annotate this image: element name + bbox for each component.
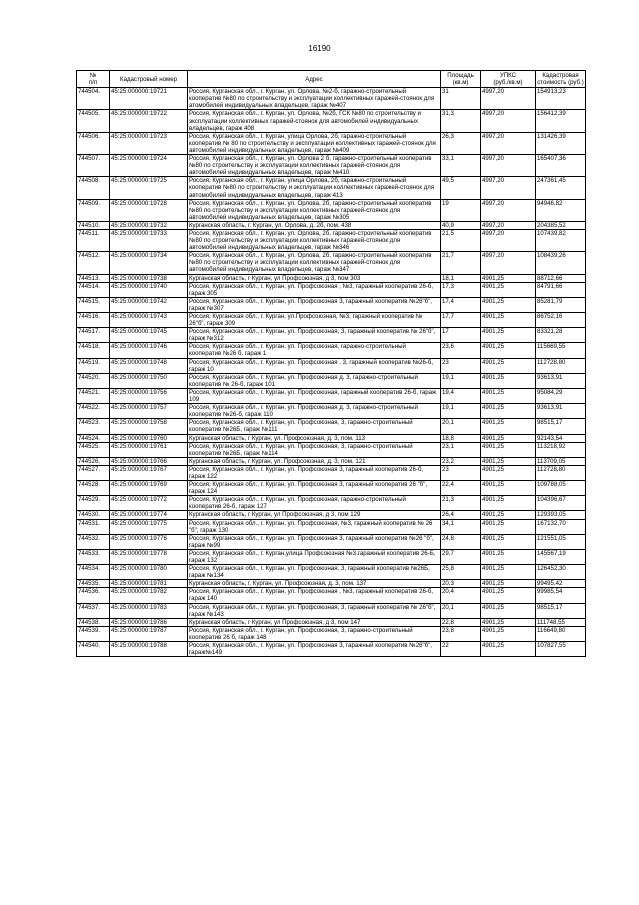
cadastral-cost-cell: 112728,80 [536, 465, 586, 480]
upks-cell: 4901,25 [481, 419, 536, 434]
row-number-cell: 744533. [77, 549, 110, 564]
cadastral-cost-cell: 109788,05 [536, 481, 586, 496]
table-row [77, 496, 586, 511]
area-cell: 26,4 [441, 511, 481, 519]
address-cell: Россия, Курганская обл., г. Курган, ул. Профсоюзная, 3, гаражный кооператив №26Б, гараж №134 [188, 565, 441, 580]
area-cell: 19 [441, 199, 481, 221]
cadastral-number-cell: 45:25:000000:19740 [110, 282, 188, 297]
area-cell: 17,4 [441, 297, 481, 312]
upks-cell: 4901,25 [481, 388, 536, 403]
area-cell: 23,1 [441, 442, 481, 457]
area-cell: 34,1 [441, 519, 481, 534]
cadastral-cost-cell: 129393,05 [536, 511, 586, 519]
table-row [77, 297, 586, 312]
row-number-cell: 744532. [77, 534, 110, 549]
cadastral-number-cell: 45:25:000000:19774 [110, 511, 188, 519]
address-cell: Россия, Курганская обл., г. Курган, ул. Профсоюзная, гаражный кооператив 26-б, гараж 109 [188, 388, 441, 403]
table-row [77, 132, 586, 154]
area-cell: 17,3 [441, 282, 481, 297]
upks-cell: 4901,25 [481, 626, 536, 641]
area-cell: 23,8 [441, 626, 481, 641]
cadastral-cost-cell: 95084,29 [536, 388, 586, 403]
cadastral-cost-cell: 83321,28 [536, 328, 586, 343]
address-cell: Россия, Курганская обл., г. Курган, ул. Профсоюзная, 3, гаражно-строительный кооператив №26Б, гараж №114 [188, 442, 441, 457]
cadastral-cost-cell: 107439,82 [536, 229, 586, 251]
row-number-cell: 744513. [77, 274, 110, 282]
row-number-cell: 744519. [77, 358, 110, 373]
upks-cell: 4901,25 [481, 588, 536, 603]
address-cell: Россия, Курганская обл., г. Курган, ул. Орлова, №2б, ГСК №80 по строительству и эксплуатации коллективных гаражей-стоянок для автомобилей индивидуальных владельцев, гараж 408 [188, 110, 441, 132]
cadastral-table [76, 70, 586, 657]
address-cell: Россия, Курганская обл., г. Курган, ул.Профсоюзная, №3, гаражный кооператив № 26"б", гараж 309 [188, 313, 441, 328]
address-cell: Курганская область, г Курган, ул. Профсоюзная, д. 3, пом. 113 [188, 434, 441, 442]
area-cell: 22,8 [441, 618, 481, 626]
table-row [77, 434, 586, 442]
cadastral-number-cell: 45:25:000000:19776 [110, 534, 188, 549]
table-row [77, 343, 586, 358]
cadastral-number-cell: 45:25:000000:19769 [110, 481, 188, 496]
cadastral-number-cell: 45:25:000000:19745 [110, 328, 188, 343]
address-cell: Россия, Курганская обл., г. Курган, ул. Профсоюзная, 3, гаражный кооператив № 26"б", гараж №143 [188, 603, 441, 618]
cadastral-number-cell: 45:25:000000:19758 [110, 419, 188, 434]
table-row [77, 404, 586, 419]
table-row [77, 549, 586, 564]
upks-cell: 4901,25 [481, 481, 536, 496]
address-cell: Россия, Курганская обл., г. Курган, ул. Орлова, 2б, гаражно-строительный кооператив №80 по строительству и эксплуатации коллективных гаражей-стоянок для автомобилей индивидуальных владельцев, гараж №347 [188, 252, 441, 274]
cadastral-number-cell: 45:25:000000:19743 [110, 313, 188, 328]
row-number-cell: 744507. [77, 155, 110, 177]
upks-cell: 4901,25 [481, 297, 536, 312]
table-row [77, 442, 586, 457]
area-cell: 19,1 [441, 404, 481, 419]
table-row [77, 199, 586, 221]
header-upks: УПКС (руб./кв.м) [481, 71, 536, 88]
row-number-cell: 744510. [77, 221, 110, 229]
cadastral-cost-cell: 104396,67 [536, 496, 586, 511]
row-number-cell: 744537. [77, 603, 110, 618]
cadastral-number-cell: 45:25:000000:19786 [110, 618, 188, 626]
cadastral-number-cell: 45:25:000000:19766 [110, 457, 188, 465]
row-number-cell: 744522. [77, 404, 110, 419]
area-cell: 23 [441, 358, 481, 373]
area-cell: 26,3 [441, 132, 481, 154]
cadastral-cost-cell: 154913,23 [536, 88, 586, 110]
row-number-cell: 744523. [77, 419, 110, 434]
row-number-cell: 744531. [77, 519, 110, 534]
address-cell: Россия, Курганская обл., г. Курган, ул. Орлова, 2б, гаражно-строительный кооператив №80 по строительству и эксплуатации коллективных гаражей-стоянок для автомобилей индивидуальных владельцев, гараж №305 [188, 199, 441, 221]
area-cell: 23,6 [441, 343, 481, 358]
cadastral-cost-cell: 98515,17 [536, 603, 586, 618]
upks-cell: 4901,25 [481, 282, 536, 297]
cadastral-number-cell: 45:25:000000:19783 [110, 603, 188, 618]
upks-cell: 4901,25 [481, 457, 536, 465]
row-number-cell: 744504. [77, 88, 110, 110]
header-address: Адрес [188, 71, 441, 88]
cadastral-number-cell: 45:25:000000:19788 [110, 642, 188, 657]
upks-cell: 4901,25 [481, 534, 536, 549]
upks-cell: 4997,20 [481, 110, 536, 132]
address-cell: Курганская область, г Курган, ул Профсоюзная, д 3, пом 129 [188, 511, 441, 519]
row-number-cell: 744514. [77, 282, 110, 297]
row-number-cell: 744529. [77, 496, 110, 511]
address-cell: Россия, Курганская обл., г. Курган, ул. Профсоюзная 3, гаражный кооператив №26"б", гараж№149 [188, 642, 441, 657]
table-row [77, 221, 586, 229]
table-row [77, 373, 586, 388]
cadastral-cost-cell: 111748,55 [536, 618, 586, 626]
cadastral-number-cell: 45:25:000000:19757 [110, 404, 188, 419]
upks-cell: 4997,20 [481, 88, 536, 110]
header-cadastral-number: Кадастровый номер [110, 71, 188, 88]
address-cell: Россия, Курганская обл., г. Курган, ул. Профсоюзная, 3, гаражно-строительный кооператив №26Б, гараж №111 [188, 419, 441, 434]
address-cell: Россия, Курганская обл., г. Курган, ул. Профсоюзная 3, гаражный кооператив 26-б, гараж 122 [188, 465, 441, 480]
table-row [77, 419, 586, 434]
cadastral-cost-cell: 121551,05 [536, 534, 586, 549]
address-cell: Россия, Курганская обл., г. Курган, ул. Профсоюзная 3, гаражный кооператив №26 "б", гараж №99 [188, 534, 441, 549]
cadastral-cost-cell: 92143,54 [536, 434, 586, 442]
row-number-cell: 744528. [77, 481, 110, 496]
area-cell: 40,9 [441, 221, 481, 229]
table-row [77, 229, 586, 251]
address-cell: Курганская область, г Курган, ул. Профсоюзная, д. 3, пом. 121 [188, 457, 441, 465]
area-cell: 19,1 [441, 373, 481, 388]
table-row [77, 519, 586, 534]
address-cell: Россия, Курганская обл., г. Курган, ул. Профсоюзная, гаражно-строительный кооператив 26-б, гараж 127 [188, 496, 441, 511]
cadastral-number-cell: 45:25:000000:19780 [110, 565, 188, 580]
area-cell: 31,3 [441, 110, 481, 132]
address-cell: Россия, Курганская обл., г. Курган, ул. Профсоюзная , 3, гаражный кооператив №26-б, гараж 10 [188, 358, 441, 373]
cadastral-cost-cell: 88712,66 [536, 274, 586, 282]
upks-cell: 4997,20 [481, 177, 536, 199]
page-number: 16190 [308, 44, 331, 53]
cadastral-cost-cell: 156412,39 [536, 110, 586, 132]
cadastral-number-cell: 45:25:000000:19722 [110, 110, 188, 132]
upks-cell: 4901,25 [481, 618, 536, 626]
cadastral-cost-cell: 167132,70 [536, 519, 586, 534]
upks-cell: 4901,25 [481, 565, 536, 580]
cadastral-number-cell: 45:25:000000:19724 [110, 155, 188, 177]
header-cost: Кадастровая стоимость (руб.) [537, 72, 584, 87]
area-cell: 17 [441, 328, 481, 343]
upks-cell: 4997,20 [481, 221, 536, 229]
row-number-cell: 744539. [77, 626, 110, 641]
cadastral-cost-cell: 93613,91 [536, 373, 586, 388]
row-number-cell: 744536. [77, 588, 110, 603]
address-cell: Россия, Курганская обл., г. Курган, ул. Профсоюзная , №3, гаражный кооператив 26-б, гараж 140 [188, 588, 441, 603]
area-cell: 20,4 [441, 588, 481, 603]
row-number-cell: 744540. [77, 642, 110, 657]
cadastral-number-cell: 45:25:000000:19746 [110, 343, 188, 358]
cadastral-number-cell: 45:25:000000:19782 [110, 588, 188, 603]
row-number-cell: 744515. [77, 297, 110, 312]
cadastral-number-cell: 45:25:000000:19733 [110, 229, 188, 251]
table-row [77, 358, 586, 373]
cadastral-number-cell: 45:25:000000:19787 [110, 626, 188, 641]
row-number-cell: 744527. [77, 465, 110, 480]
row-number-cell: 744517. [77, 328, 110, 343]
address-cell: Россия, Курганская обл., г. Курган, ул. Профсоюзная, гаражно-строительный кооператив №26 б, гараж 1 [188, 343, 441, 358]
address-cell: Россия, Курганская обл., г. Курган, ул. Профсоюзная д. 3, гаражно-строительный кооператив № 26-б, гараж 101 [188, 373, 441, 388]
table-row [77, 252, 586, 274]
row-number-cell: 744526. [77, 457, 110, 465]
cadastral-number-cell: 45:25:000000:19760 [110, 434, 188, 442]
cadastral-number-cell: 45:25:000000:19748 [110, 358, 188, 373]
address-cell: Россия, Курганская обл., г. Курган, ул. Орлова, 2б, гаражно-строительный кооператив №80 по строительству и эксплуатации коллективных гаражей-стоянок для автомобилей индивидуальных владельцев, гараж №346 [188, 229, 441, 251]
table-row [77, 388, 586, 403]
table-row [77, 155, 586, 177]
area-cell: 21,3 [441, 496, 481, 511]
upks-cell: 4997,20 [481, 229, 536, 251]
cadastral-cost-cell: 98515,17 [536, 419, 586, 434]
upks-cell: 4901,25 [481, 313, 536, 328]
upks-cell: 4901,25 [481, 442, 536, 457]
cadastral-number-cell: 45:25:000000:19738 [110, 274, 188, 282]
area-cell: 20,1 [441, 603, 481, 618]
row-number-cell: 744530. [77, 511, 110, 519]
table-body [77, 88, 586, 657]
cadastral-cost-cell: 145567,19 [536, 549, 586, 564]
upks-cell: 4901,25 [481, 549, 536, 564]
cadastral-number-cell: 45:25:000000:19723 [110, 132, 188, 154]
upks-cell: 4901,25 [481, 519, 536, 534]
row-number-cell: 744525. [77, 442, 110, 457]
upks-cell: 4901,25 [481, 404, 536, 419]
cadastral-number-cell: 45:25:000000:19772 [110, 496, 188, 511]
address-cell: Россия, Курганская обл., г. Курган, улица Орлова, 2б, гаражно-строительный кооператив № 80 по строительству и эксплуатации коллективных гаражей-стоянок для автомобилей индивидуальных владельцев, гараж №409 [188, 132, 441, 154]
row-number-cell: 744509. [77, 199, 110, 221]
upks-cell: 4997,20 [481, 199, 536, 221]
cadastral-cost-cell: 107827,55 [536, 642, 586, 657]
address-cell: Россия, Курганская обл., г. Курган, ул. Профсоюзная , №3, гаражный кооператив 26-б, гараж 305 [188, 282, 441, 297]
table-row [77, 580, 586, 588]
row-number-cell: 744538. [77, 618, 110, 626]
cadastral-cost-cell: 112728,80 [536, 358, 586, 373]
area-cell: 18,8 [441, 434, 481, 442]
row-number-cell: 744521. [77, 388, 110, 403]
table-row [77, 603, 586, 618]
row-number-cell: 744520. [77, 373, 110, 388]
table-row [77, 313, 586, 328]
upks-cell: 4901,25 [481, 603, 536, 618]
area-cell: 31 [441, 88, 481, 110]
table-header [77, 71, 586, 88]
cadastral-cost-cell: 108439,26 [536, 252, 586, 274]
cadastral-cost-cell: 126452,30 [536, 565, 586, 580]
upks-cell: 4901,25 [481, 511, 536, 519]
cadastral-number-cell: 45:25:000000:19721 [110, 88, 188, 110]
table-row [77, 177, 586, 199]
cadastral-number-cell: 45:25:000000:19734 [110, 252, 188, 274]
area-cell: 24,8 [441, 534, 481, 549]
table-row [77, 565, 586, 580]
area-cell: 19,4 [441, 388, 481, 403]
header-num: № п/п [77, 71, 110, 88]
upks-cell: 4901,25 [481, 358, 536, 373]
area-cell: 20,1 [441, 419, 481, 434]
upks-cell: 4997,20 [481, 132, 536, 154]
upks-cell: 4901,25 [481, 328, 536, 343]
table-row [77, 481, 586, 496]
area-cell: 22,4 [441, 481, 481, 496]
cadastral-number-cell: 45:25:000000:19732 [110, 221, 188, 229]
cadastral-number-cell: 45:25:000000:19725 [110, 177, 188, 199]
upks-cell: 4997,20 [481, 155, 536, 177]
cadastral-cost-cell: 165407,36 [536, 155, 586, 177]
area-cell: 21,5 [441, 229, 481, 251]
upks-cell: 4901,25 [481, 465, 536, 480]
cadastral-cost-cell: 115669,55 [536, 343, 586, 358]
cadastral-number-cell: 45:25:000000:19775 [110, 519, 188, 534]
area-cell: 25,8 [441, 565, 481, 580]
cadastral-cost-cell: 131426,39 [536, 132, 586, 154]
cadastral-cost-cell: 113218,92 [536, 442, 586, 457]
cadastral-number-cell: 45:25:000000:19742 [110, 297, 188, 312]
row-number-cell: 744505. [77, 110, 110, 132]
area-cell: 20,3 [441, 580, 481, 588]
cadastral-number-cell: 45:25:000000:19761 [110, 442, 188, 457]
cadastral-number-cell: 45:25:000000:19781 [110, 580, 188, 588]
address-cell: Курганская область, г. Курган, ул. Профсоюзная, д. 3, пом. 137 [188, 580, 441, 588]
address-cell: Россия, Курганская обл., г. Курган, ул. Профсоюзная 3, гаражный кооператив 26 "б", гараж 124 [188, 481, 441, 496]
address-cell: Курганская область, г Курган, ул Профсоюзная, д 3, пом 147 [188, 618, 441, 626]
address-cell: Россия, Курганская обл., г. Курган, ул. Профсоюзная, №3, гаражный кооператив № 26 "б", гараж 130 [188, 519, 441, 534]
upks-cell: 4901,25 [481, 580, 536, 588]
header-area: Площадь (кв.м) [441, 71, 481, 88]
area-cell: 29,7 [441, 549, 481, 564]
cadastral-cost-cell: 99985,54 [536, 588, 586, 603]
table-row [77, 110, 586, 132]
cadastral-cost-cell: 94946,82 [536, 199, 586, 221]
table-row [77, 282, 586, 297]
table-row [77, 465, 586, 480]
cadastral-cost-cell: 204385,52 [536, 221, 586, 229]
cadastral-cost-cell: 85281,79 [536, 297, 586, 312]
row-number-cell: 744508. [77, 177, 110, 199]
cadastral-number-cell: 45:25:000000:19728 [110, 199, 188, 221]
upks-cell: 4901,25 [481, 373, 536, 388]
table-row [77, 457, 586, 465]
table-row [77, 328, 586, 343]
area-cell: 21,7 [441, 252, 481, 274]
table-row [77, 511, 586, 519]
row-number-cell: 744518. [77, 343, 110, 358]
cadastral-cost-cell: 99495,42 [536, 580, 586, 588]
row-number-cell: 744512. [77, 252, 110, 274]
area-cell: 22 [441, 642, 481, 657]
upks-cell: 4997,20 [481, 252, 536, 274]
area-cell: 18,1 [441, 274, 481, 282]
address-cell: Курганская область, г Курган, ул Профсоюзная, д 3, пом 303 [188, 274, 441, 282]
upks-cell: 4901,25 [481, 343, 536, 358]
area-cell: 23 [441, 465, 481, 480]
upks-cell: 4901,25 [481, 434, 536, 442]
address-cell: Россия, Курганская обл., г. Курган, ул. Профсоюзная, 3, гаражно-строительный кооператив 26 б, гараж 148 [188, 626, 441, 641]
row-number-cell: 744535. [77, 580, 110, 588]
upks-cell: 4901,25 [481, 642, 536, 657]
table-row [77, 626, 586, 641]
cadastral-number-cell: 45:25:000000:19767 [110, 465, 188, 480]
address-cell: Россия, Курганская обл., г. Курган, улица Орлова, 2б, гаражно-строительный кооператив №80 по строительству и эксплуатации коллективных гаражей-стоянок для автомобилей индивидуальных владельцев, гараж 413 [188, 177, 441, 199]
address-cell: Россия, Курганская обл., г. Курган, ул. Орлова, №2-б, гаражно-строительный кооператив №80 по строительству и эксплуатации коллективных гаражей-стоянок для атомобилей индивидуальных владельцев, гараж №407 [188, 88, 441, 110]
address-cell: Россия, Курганская обл., г. Курган, ул. Профсоюзная 3, гаражный кооператив №26"б", гараж №307 [188, 297, 441, 312]
table-row [77, 618, 586, 626]
area-cell: 17,7 [441, 313, 481, 328]
cadastral-number-cell: 45:25:000000:19750 [110, 373, 188, 388]
area-cell: 23,2 [441, 457, 481, 465]
row-number-cell: 744534. [77, 565, 110, 580]
row-number-cell: 744516. [77, 313, 110, 328]
row-number-cell: 744511. [77, 229, 110, 251]
upks-cell: 4901,25 [481, 274, 536, 282]
cadastral-cost-cell: 116649,80 [536, 626, 586, 641]
table-row [77, 534, 586, 549]
address-cell: Россия, Курганская обл., г. Курган, ул. Профсоюзная, 3, гаражный кооператив № 26"б", гараж №312 [188, 328, 441, 343]
upks-cell: 4901,25 [481, 496, 536, 511]
table-row [77, 642, 586, 657]
cadastral-cost-cell: 86752,16 [536, 313, 586, 328]
area-cell: 49,5 [441, 177, 481, 199]
cadastral-cost-cell: 93613,91 [536, 404, 586, 419]
row-number-cell: 744524. [77, 434, 110, 442]
cadastral-number-cell: 45:25:000000:19778 [110, 549, 188, 564]
address-cell: Курганская область, г. Курган, ул. Орлова, д. 2б, пом. 438 [188, 221, 441, 229]
address-cell: Россия, Курганская обл., г. Курган, ул. Орлова 2 б, гаражно-строительный кооператив №80 по строительству и эксплуатации коллективных гаражей-стоянок для автомобилей индивидуальных владельцев, гараж №410 [188, 155, 441, 177]
table-row [77, 88, 586, 110]
area-cell: 33,1 [441, 155, 481, 177]
table-row [77, 588, 586, 603]
address-cell: Россия, Курганская обл., г. Курган, ул. Профсоюзная д. 3, гаражно-строительный кооператив №26-б, гараж 110 [188, 404, 441, 419]
address-cell: Россия, Курганская обл., г. Курган,улица Профсоюзная №3,гаражный кооператив 26-Б, гараж 132 [188, 549, 441, 564]
cadastral-cost-cell: 84791,66 [536, 282, 586, 297]
row-number-cell: 744506. [77, 132, 110, 154]
cadastral-number-cell: 45:25:000000:19756 [110, 388, 188, 403]
table-row [77, 274, 586, 282]
cadastral-cost-cell: 113709,05 [536, 457, 586, 465]
cadastral-cost-cell: 247361,45 [536, 177, 586, 199]
